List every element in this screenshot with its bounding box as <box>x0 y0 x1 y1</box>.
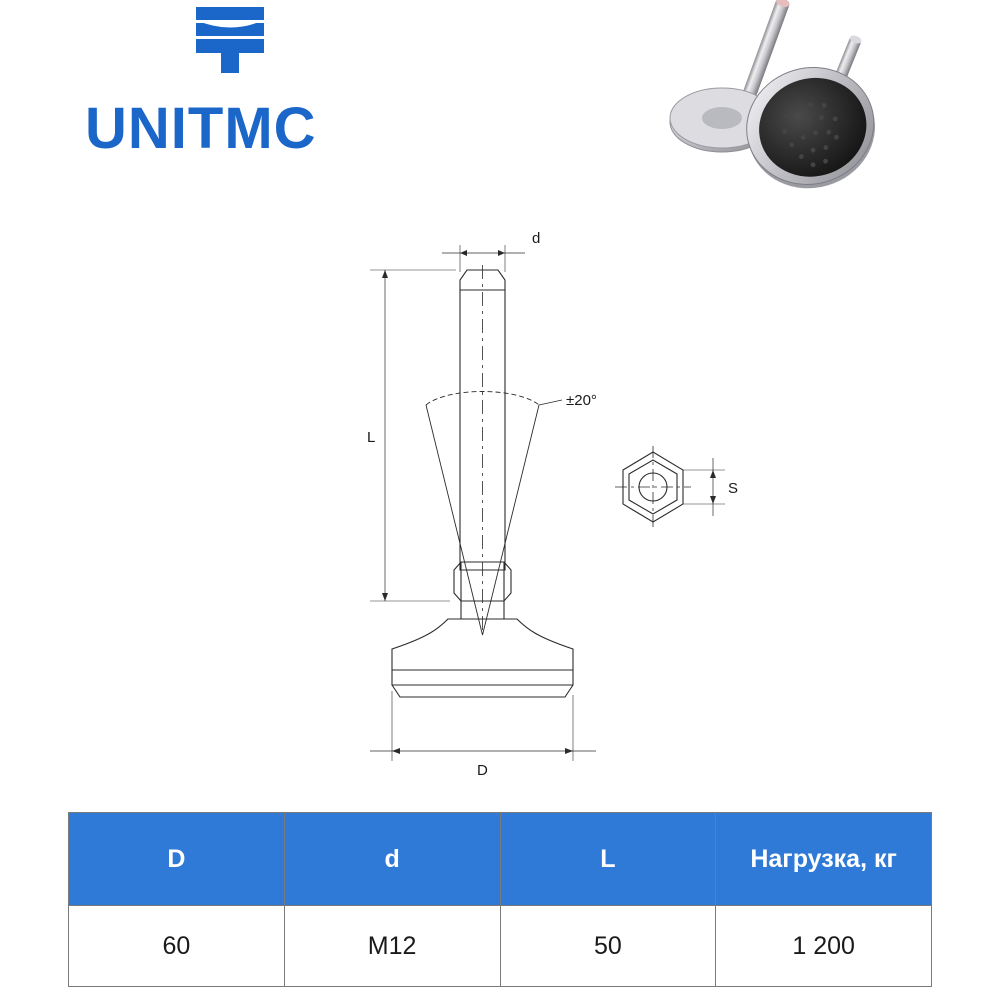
technical-drawing <box>330 215 750 785</box>
unitmc-u-mark-icon <box>190 5 270 75</box>
cell-L: 50 <box>500 906 716 987</box>
table-header-d: d <box>284 813 500 906</box>
specification-table <box>68 812 932 987</box>
cell-load: 1 200 <box>716 906 932 987</box>
table-header-load: Нагрузка, кг <box>716 813 932 906</box>
cell-D: 60 <box>69 906 285 987</box>
dim-label-S: S <box>728 480 739 497</box>
brand-block <box>85 0 425 190</box>
dim-label-D: D <box>477 762 488 779</box>
table-row <box>69 906 932 987</box>
table-header-D: D <box>69 813 285 906</box>
product-photo <box>660 0 1000 230</box>
dim-label-L: L <box>367 429 376 446</box>
brand-name: UNITMC <box>85 96 317 161</box>
dim-label-d: d <box>532 230 541 247</box>
cell-d: M12 <box>284 906 500 987</box>
table-header-row <box>69 813 932 906</box>
dim-label-angle: ±20° <box>566 392 597 409</box>
table-header-L: L <box>500 813 716 906</box>
